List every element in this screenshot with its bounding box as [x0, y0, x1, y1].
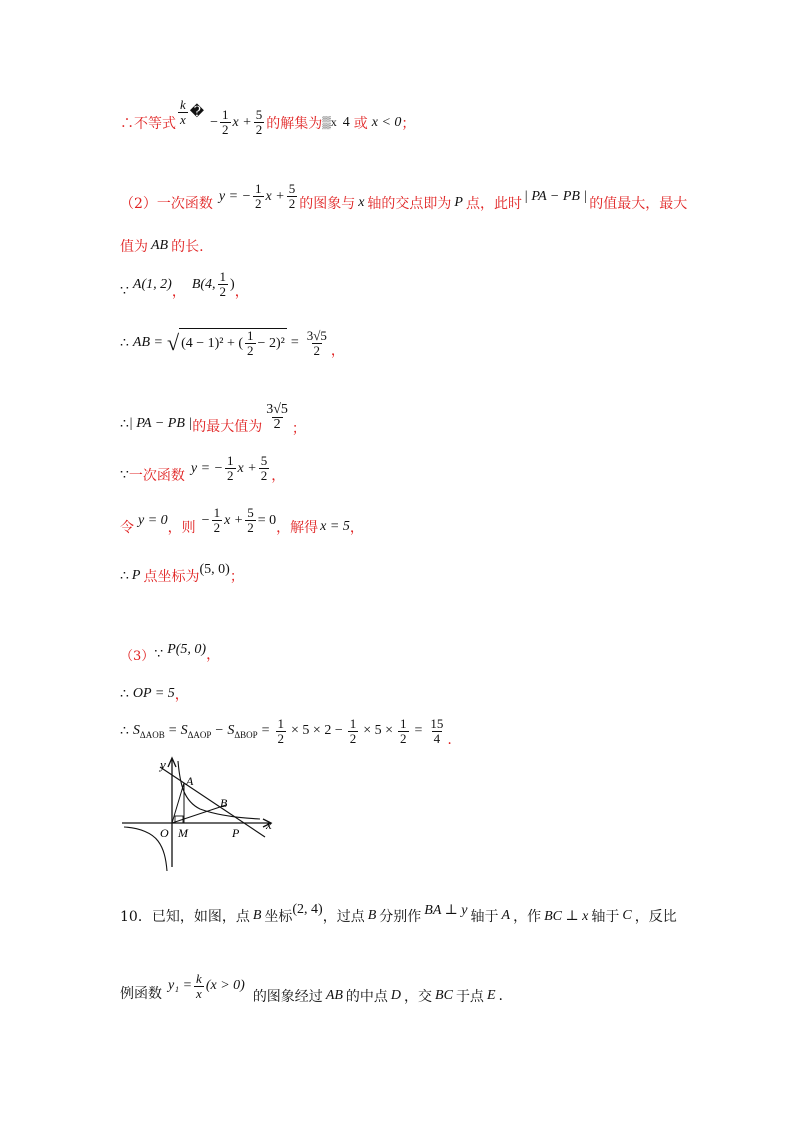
numerator: 1 [247, 328, 254, 343]
therefore-symbol: ∴ [120, 686, 129, 702]
line-9 [120, 562, 244, 586]
expr: y = 0 [138, 512, 168, 528]
var: BC [435, 988, 453, 1003]
fraction [245, 329, 256, 358]
label-a: A [186, 774, 194, 788]
text: 点坐标为 [143, 569, 200, 585]
expr: y₁ = [168, 978, 193, 993]
punct: ； [401, 115, 416, 132]
expr: × 5 × 2 − [291, 723, 343, 738]
sqrt-sign: √ [166, 330, 180, 355]
area-symbol: S [180, 722, 188, 738]
expr: y = − [218, 188, 252, 204]
punct: ， [234, 283, 249, 300]
number: 4 [342, 114, 350, 130]
equals: = [290, 335, 299, 350]
denominator: 4 [433, 730, 441, 746]
expr: x + [237, 460, 257, 476]
text: 分别作 [379, 909, 422, 925]
numerator: 1 [213, 505, 221, 520]
expr: y = − [190, 460, 224, 476]
punct: ； [229, 569, 244, 585]
fraction [348, 717, 359, 746]
denominator: 2 [400, 730, 407, 746]
coord: (5, 0) [199, 562, 230, 577]
sqrt-body [179, 328, 287, 358]
fraction [276, 717, 287, 746]
var: P [131, 568, 141, 583]
text: 于点 [455, 989, 484, 1005]
text: ，反比 [634, 909, 677, 925]
numerator: 1 [255, 181, 262, 196]
text: 点，此时 [465, 195, 522, 212]
line-10 [120, 644, 220, 664]
line-12 [120, 714, 452, 748]
punct: ； [291, 421, 306, 437]
question-10-line-1 [120, 902, 677, 926]
text: 的中点 [345, 989, 388, 1005]
line-1 [120, 97, 416, 137]
var: x [358, 194, 365, 210]
expr: x + [232, 114, 252, 130]
line-11 [120, 684, 189, 704]
coord: (2, 4) [292, 902, 323, 917]
denominator: 2 [255, 196, 262, 211]
expr: × 5 × [363, 723, 394, 738]
punct: ， [206, 647, 221, 663]
denominator: 2 [260, 468, 268, 483]
numerator: 3√5 [306, 327, 327, 343]
var: B [252, 908, 262, 923]
text: 的解集为 [266, 115, 323, 132]
fraction [194, 972, 204, 1001]
fraction [220, 108, 231, 137]
line-8 [120, 505, 364, 541]
text: ，过点 [322, 909, 365, 925]
var: AB [325, 988, 343, 1003]
question-10-line-2 [120, 966, 503, 1006]
expr: x + [224, 512, 244, 528]
punct: ， [349, 519, 364, 536]
text: 轴于 [591, 909, 620, 925]
punct: . [498, 988, 503, 1004]
denominator: 2 [277, 730, 285, 746]
condition: (x > 0) [205, 978, 245, 993]
fraction [254, 108, 265, 137]
therefore-symbol: ∴ [120, 335, 129, 351]
line-4 [120, 269, 249, 305]
var: P [454, 194, 463, 210]
denominator: 2 [313, 342, 321, 358]
garbled-symbol: � [189, 105, 205, 120]
line-2 [120, 181, 688, 217]
equals: = [261, 723, 270, 738]
line-3 [120, 236, 204, 256]
abs-expr: | PA − PB | [128, 416, 193, 431]
line-6 [120, 396, 306, 438]
punct: ， [271, 467, 286, 484]
var: E [486, 988, 496, 1003]
label-o: O [160, 826, 169, 840]
minus: − [201, 512, 210, 528]
area-symbol: S [227, 722, 235, 738]
expr: OP = 5 [132, 686, 175, 701]
therefore-symbol: ∴ [120, 416, 129, 432]
paren: ) [230, 276, 235, 292]
fraction [428, 717, 445, 746]
line-ab [160, 767, 265, 837]
garbled-symbol: ▒x [322, 115, 337, 129]
fraction [212, 506, 223, 535]
line-7 [120, 453, 286, 489]
text: 或 [353, 115, 368, 132]
area-bop [227, 723, 257, 740]
text: 的图象与 [299, 195, 356, 212]
numerator: 15 [430, 715, 444, 731]
hyperbola-right-branch [178, 761, 260, 819]
minus: − [215, 723, 224, 738]
fraction [305, 329, 329, 358]
text: 轴的交点即为 [367, 195, 452, 212]
punct: ， [330, 343, 345, 359]
numerator: 1 [277, 715, 285, 731]
equals: = [168, 723, 177, 738]
text: 轴于 [470, 909, 499, 925]
text: （2）一次函数 [120, 195, 213, 212]
label-x: x [266, 817, 272, 832]
label-p: P [232, 826, 240, 840]
denominator: 2 [288, 196, 296, 211]
expr: (4 − 1)² + ( [181, 335, 244, 351]
text: 值为 [120, 239, 148, 255]
minus: − [210, 114, 219, 130]
fraction [398, 717, 409, 746]
text: 10．已知，如图，点 [120, 909, 250, 925]
denominator: 2 [273, 416, 281, 432]
denominator: 2 [227, 468, 234, 483]
text: 的长. [171, 239, 204, 255]
label-y: y [160, 757, 166, 772]
point-a: A(1, 2) [132, 276, 172, 292]
line-5 [120, 326, 345, 360]
point-b: B(4, [191, 276, 216, 292]
fraction [253, 182, 264, 211]
expr: BC ⊥ x [544, 908, 589, 924]
denominator: 2 [219, 284, 227, 299]
part-label: （3） [120, 648, 155, 664]
fraction [259, 454, 270, 483]
numerator: k [196, 970, 202, 986]
denominator: 2 [247, 520, 254, 535]
numerator: 3√5 [266, 401, 288, 417]
var: A [501, 908, 511, 923]
text: ，作 [513, 909, 542, 925]
punct: . [447, 732, 452, 748]
expr: x + [265, 188, 285, 204]
point-p: P(5, 0) [167, 642, 207, 657]
expr: x < 0 [371, 114, 402, 130]
denominator: x [180, 112, 186, 127]
denominator: 2 [247, 343, 254, 358]
punct: ， [171, 283, 186, 300]
text: 的最大值为 [192, 419, 263, 435]
segment-oa [172, 783, 184, 823]
abs-expr: | PA − PB | [523, 188, 588, 204]
var: AB [151, 238, 169, 253]
numerator: 1 [219, 269, 227, 284]
therefore-symbol: ∴ [120, 568, 129, 584]
var: C [622, 908, 632, 923]
function-graph [120, 755, 280, 875]
text: 的图象经过 [252, 989, 323, 1005]
numerator: 5 [260, 453, 268, 468]
text: 坐标 [264, 909, 293, 925]
text: ，交 [404, 989, 433, 1005]
denominator: 2 [255, 122, 263, 137]
text: ∴不等式 [120, 115, 176, 132]
label-b: B [220, 796, 228, 810]
fraction [245, 506, 256, 535]
numerator: k [180, 97, 186, 112]
subscript: ΔAOP [187, 729, 212, 740]
denominator: 2 [222, 122, 229, 137]
equals: = [414, 723, 423, 738]
numerator: 1 [400, 715, 407, 731]
numerator: 1 [349, 715, 357, 731]
numerator: 5 [288, 181, 296, 196]
because-symbol: ∵ [154, 646, 164, 662]
denominator: x [196, 985, 202, 1001]
expr: AB = [132, 335, 163, 350]
fraction [178, 98, 188, 127]
var: D [390, 988, 402, 1003]
label-m: M [178, 826, 188, 840]
because-symbol: ∵ [120, 282, 129, 299]
text: 一次函数 [128, 467, 185, 484]
subscript: ΔAOB [139, 729, 165, 740]
fraction [225, 454, 236, 483]
text: 令 [120, 519, 134, 536]
text: 的值最大，最大 [589, 195, 688, 212]
because-symbol: ∵ [120, 466, 129, 483]
denominator: 2 [349, 730, 357, 746]
expr: BA ⊥ y [424, 902, 468, 918]
expr: x = 5 [320, 518, 350, 534]
numerator: 5 [255, 107, 263, 122]
area-symbol: S [132, 722, 140, 738]
text: ，则 [167, 519, 196, 536]
area-aop [181, 723, 212, 740]
expr: − 2)² [257, 335, 285, 351]
text: ，解得 [276, 519, 319, 536]
numerator: 1 [222, 107, 229, 122]
denominator: 2 [213, 520, 221, 535]
fraction [264, 403, 290, 432]
numerator: 5 [247, 505, 254, 520]
text: 例函数 [120, 986, 162, 1002]
area-aob [133, 723, 165, 740]
fraction [218, 270, 229, 299]
therefore-symbol: ∴ [120, 723, 129, 739]
numerator: 1 [227, 453, 234, 468]
fraction [287, 182, 298, 211]
subscript: ΔBOP [234, 729, 258, 740]
punct: ， [174, 687, 189, 703]
var: B [367, 908, 377, 923]
expr: = 0 [257, 512, 277, 528]
